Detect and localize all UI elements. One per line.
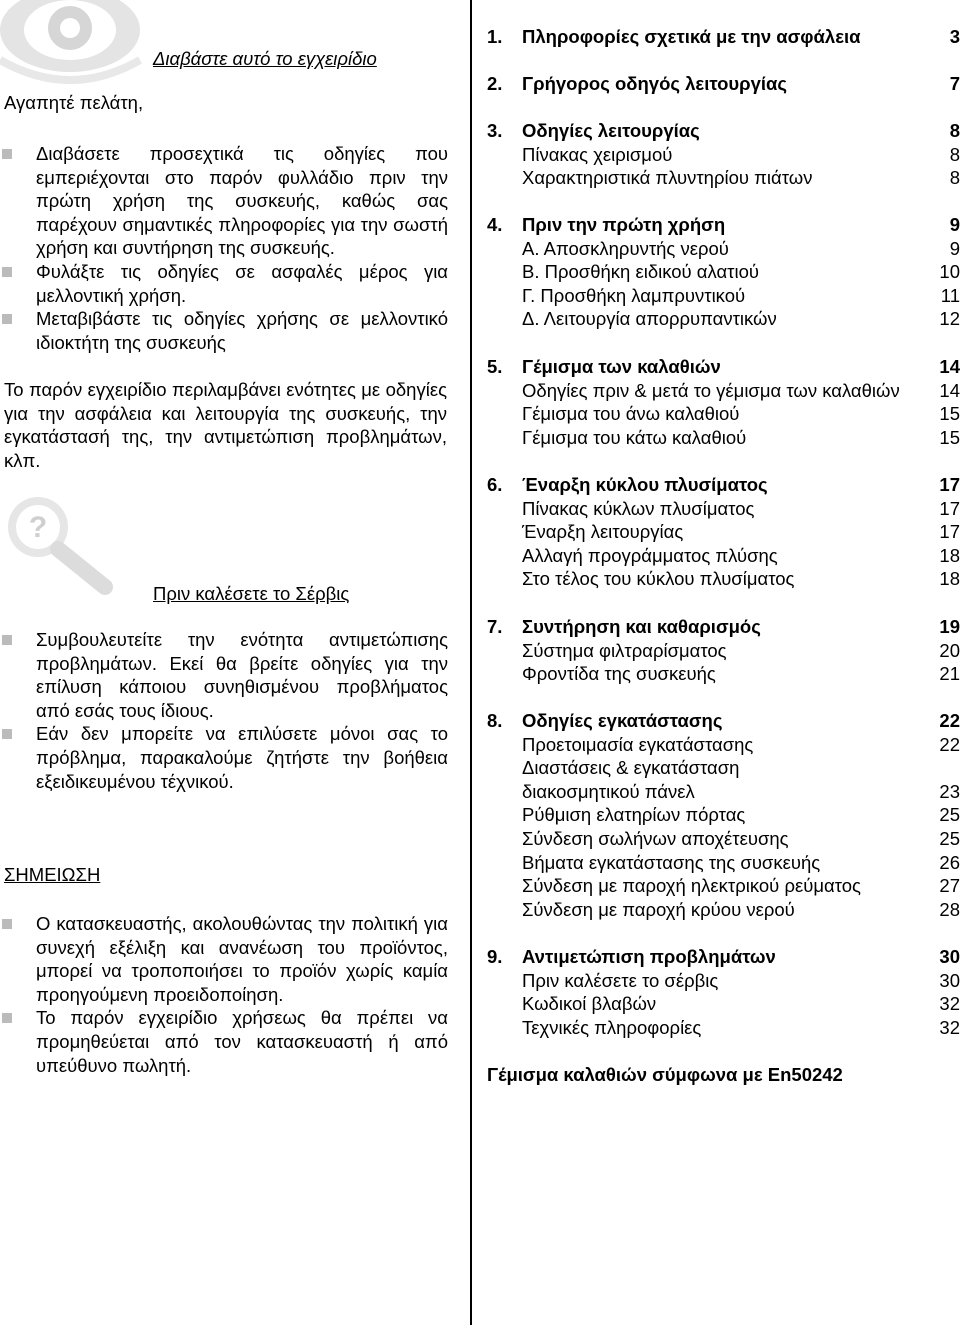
toc-entry[interactable]: Κωδικοί βλαβών 32 bbox=[522, 993, 960, 1015]
toc-entry[interactable]: Δ. Λειτουργία απορρυπαντικών 12 bbox=[522, 308, 960, 330]
list-item: Διαβάσετε προσεχτικά τις οδηγίες που εμπεριέχονται στο παρόν φυλλάδιο πριν την πρώτη χρήση της συσκευής, καθώς σας παρέχουν σημαντικές πληροφορίες για την σωστή χρήση και συντήρηση της συσκευής. bbox=[0, 142, 448, 260]
toc-entry[interactable]: Διαστάσεις & εγκατάσταση bbox=[522, 757, 740, 779]
toc-entry[interactable]: Γέμισμα του άνω καλαθιού 15 bbox=[522, 403, 960, 425]
greeting: Αγαπητέ πελάτη, bbox=[4, 92, 144, 113]
toc-entry[interactable]: Στο τέλος του κύκλου πλυσίματος 18 bbox=[522, 568, 960, 590]
final-note: Γέμισμα καλαθιών σύμφωνα με En50242 bbox=[487, 1064, 843, 1085]
toc-entry[interactable]: Προετοιμασία εγκατάστασης 22 bbox=[522, 733, 960, 755]
toc-section-1 bbox=[487, 25, 960, 49]
read-manual-heading: Διαβάστε αυτό το εγχειρίδιο bbox=[153, 48, 377, 69]
toc-section-6 bbox=[487, 473, 960, 591]
magnifier-question-icon bbox=[0, 495, 130, 595]
left-column bbox=[0, 0, 462, 1325]
toc-heading-row[interactable]: 3. Οδηγίες λειτουργίας 8 bbox=[487, 120, 960, 141]
toc-heading-row[interactable]: 1. Πληροφορίες σχετικά με την ασφάλεια 3 bbox=[487, 26, 960, 47]
toc-entry[interactable]: Γ. Προσθήκη λαμπρυντικού 11 bbox=[522, 284, 960, 306]
toc-entry[interactable]: Γέμισμα του κάτω καλαθιού 15 bbox=[522, 426, 960, 448]
toc-entry[interactable]: Σύνδεση με παροχή κρύου νερού 28 bbox=[522, 898, 960, 920]
toc-entry[interactable]: Σύστημα φιλτραρίσματος 20 bbox=[522, 639, 960, 661]
intro-bullets bbox=[0, 142, 448, 354]
list-item: Φυλάξτε τις οδηγίες σε ασφαλές μέρος για μελλοντική χρήση. bbox=[0, 260, 448, 307]
svg-text:?: ? bbox=[28, 511, 48, 544]
list-item: Συμβουλευτείτε την ενότητα αντιμετώπισης προβλημάτων. Εκεί θα βρείτε οδηγίες για την επίλυση κάποιου συνηθισμένου προβλήματος από εσάς τους ίδιους. bbox=[0, 628, 448, 722]
list-item: Ο κατασκευαστής, ακολουθώντας την πολιτική για συνεχή εξέλιξη και ανανέωση του προϊόντος, μπορεί να τροποποιήσει το προϊόν χωρίς καμία προηγούμενη προειδοποίηση. bbox=[0, 912, 448, 1006]
toc-entry[interactable]: Β. Προσθήκη ειδικού αλατιού 10 bbox=[522, 261, 960, 283]
toc-entry[interactable]: Πίνακας χειρισμού 8 bbox=[522, 143, 960, 165]
list-item: Εάν δεν μπορείτε να επιλύσετε μόνοι σας το πρόβλημα, παρακαλούμε ζητήστε την βοήθεια εξειδικευμένου τέχνικού. bbox=[0, 722, 448, 793]
toc-entry[interactable]: διακοσμητικού πάνελ 23 bbox=[522, 780, 960, 802]
toc-section-2 bbox=[487, 72, 960, 96]
toc-entry[interactable]: Τεχνικές πληροφορίες 32 bbox=[522, 1016, 960, 1038]
note-title: ΣΗΜΕΙΩΣΗ bbox=[4, 864, 101, 885]
list-item: Μεταβιβάστε τις οδηγίες χρήσης σε μελλοντικό ιδιοκτήτη της συσκευής bbox=[0, 307, 448, 354]
eye-icon bbox=[0, 0, 150, 90]
note-bullets bbox=[0, 912, 448, 1077]
toc-heading-row[interactable]: 4. Πριν την πρώτη χρήση 9 bbox=[487, 214, 960, 235]
toc-entry[interactable]: Βήματα εγκατάστασης της συσκευής 26 bbox=[522, 851, 960, 873]
toc-entry[interactable]: Σύνδεση σωλήνων αποχέτευσης 25 bbox=[522, 827, 960, 849]
toc-section-5 bbox=[487, 355, 960, 449]
toc-entry[interactable]: Χαρακτηριστικά πλυντηρίου πιάτων 8 bbox=[522, 167, 960, 189]
column-divider bbox=[470, 0, 472, 1325]
toc-section-9 bbox=[487, 945, 960, 1039]
toc-entry[interactable]: Έναρξη λειτουργίας 17 bbox=[522, 521, 960, 543]
toc-entry[interactable]: Πίνακας κύκλων πλυσίματος 17 bbox=[522, 497, 960, 519]
toc-heading-row[interactable]: 7. Συντήρηση και καθαρισμός 19 bbox=[487, 616, 960, 637]
toc-entry[interactable]: Αλλαγή προγράμματος πλύσης 18 bbox=[522, 544, 960, 566]
service-bullets bbox=[0, 628, 448, 793]
toc-heading-row[interactable]: 9. Αντιμετώπιση προβλημάτων 30 bbox=[487, 946, 960, 967]
service-heading: Πριν καλέσετε το Σέρβις bbox=[153, 583, 350, 604]
toc-section-4 bbox=[487, 213, 960, 331]
toc-entry[interactable]: Φροντίδα της συσκευής 21 bbox=[522, 663, 960, 685]
toc-entry[interactable]: Πριν καλέσετε το σέρβις 30 bbox=[522, 969, 960, 991]
toc-entry[interactable]: Σύνδεση με παροχή ηλεκτρικού ρεύματος 27 bbox=[522, 875, 960, 897]
toc-heading-row[interactable]: 5. Γέμισμα των καλαθιών 14 bbox=[487, 356, 960, 377]
intro-paragraph: Το παρόν εγχειρίδιο περιλαμβάνει ενότητες με οδηγίες για την ασφάλεια και λειτουργία της συσκευής, την εγκατάστασή της, την αντιμετώπιση προβλημάτων, κλπ. bbox=[4, 379, 447, 471]
toc-entry[interactable]: Οδηγίες πριν & μετά το γέμισμα των καλαθιών 14 bbox=[522, 379, 960, 401]
toc-section-7 bbox=[487, 615, 960, 686]
toc-section-3 bbox=[487, 119, 960, 190]
toc-heading-row[interactable]: 2. Γρήγορος οδηγός λειτουργίας 7 bbox=[487, 73, 960, 94]
toc-heading-row[interactable]: 6. Έναρξη κύκλου πλυσίματος 17 bbox=[487, 474, 960, 495]
toc-section-8 bbox=[487, 709, 960, 921]
list-item: Το παρόν εγχειρίδιο χρήσεως θα πρέπει να προμηθεύεται από τον κατασκευαστή ή από υπεύθυνο πωλητή. bbox=[0, 1006, 448, 1077]
toc-heading-row[interactable]: 8. Οδηγίες εγκατάστασης 22 bbox=[487, 710, 960, 731]
toc-entry[interactable]: Ρύθμιση ελατηρίων πόρτας 25 bbox=[522, 804, 960, 826]
toc-entry[interactable]: Α. Αποσκληρυντής νερού 9 bbox=[522, 237, 960, 259]
